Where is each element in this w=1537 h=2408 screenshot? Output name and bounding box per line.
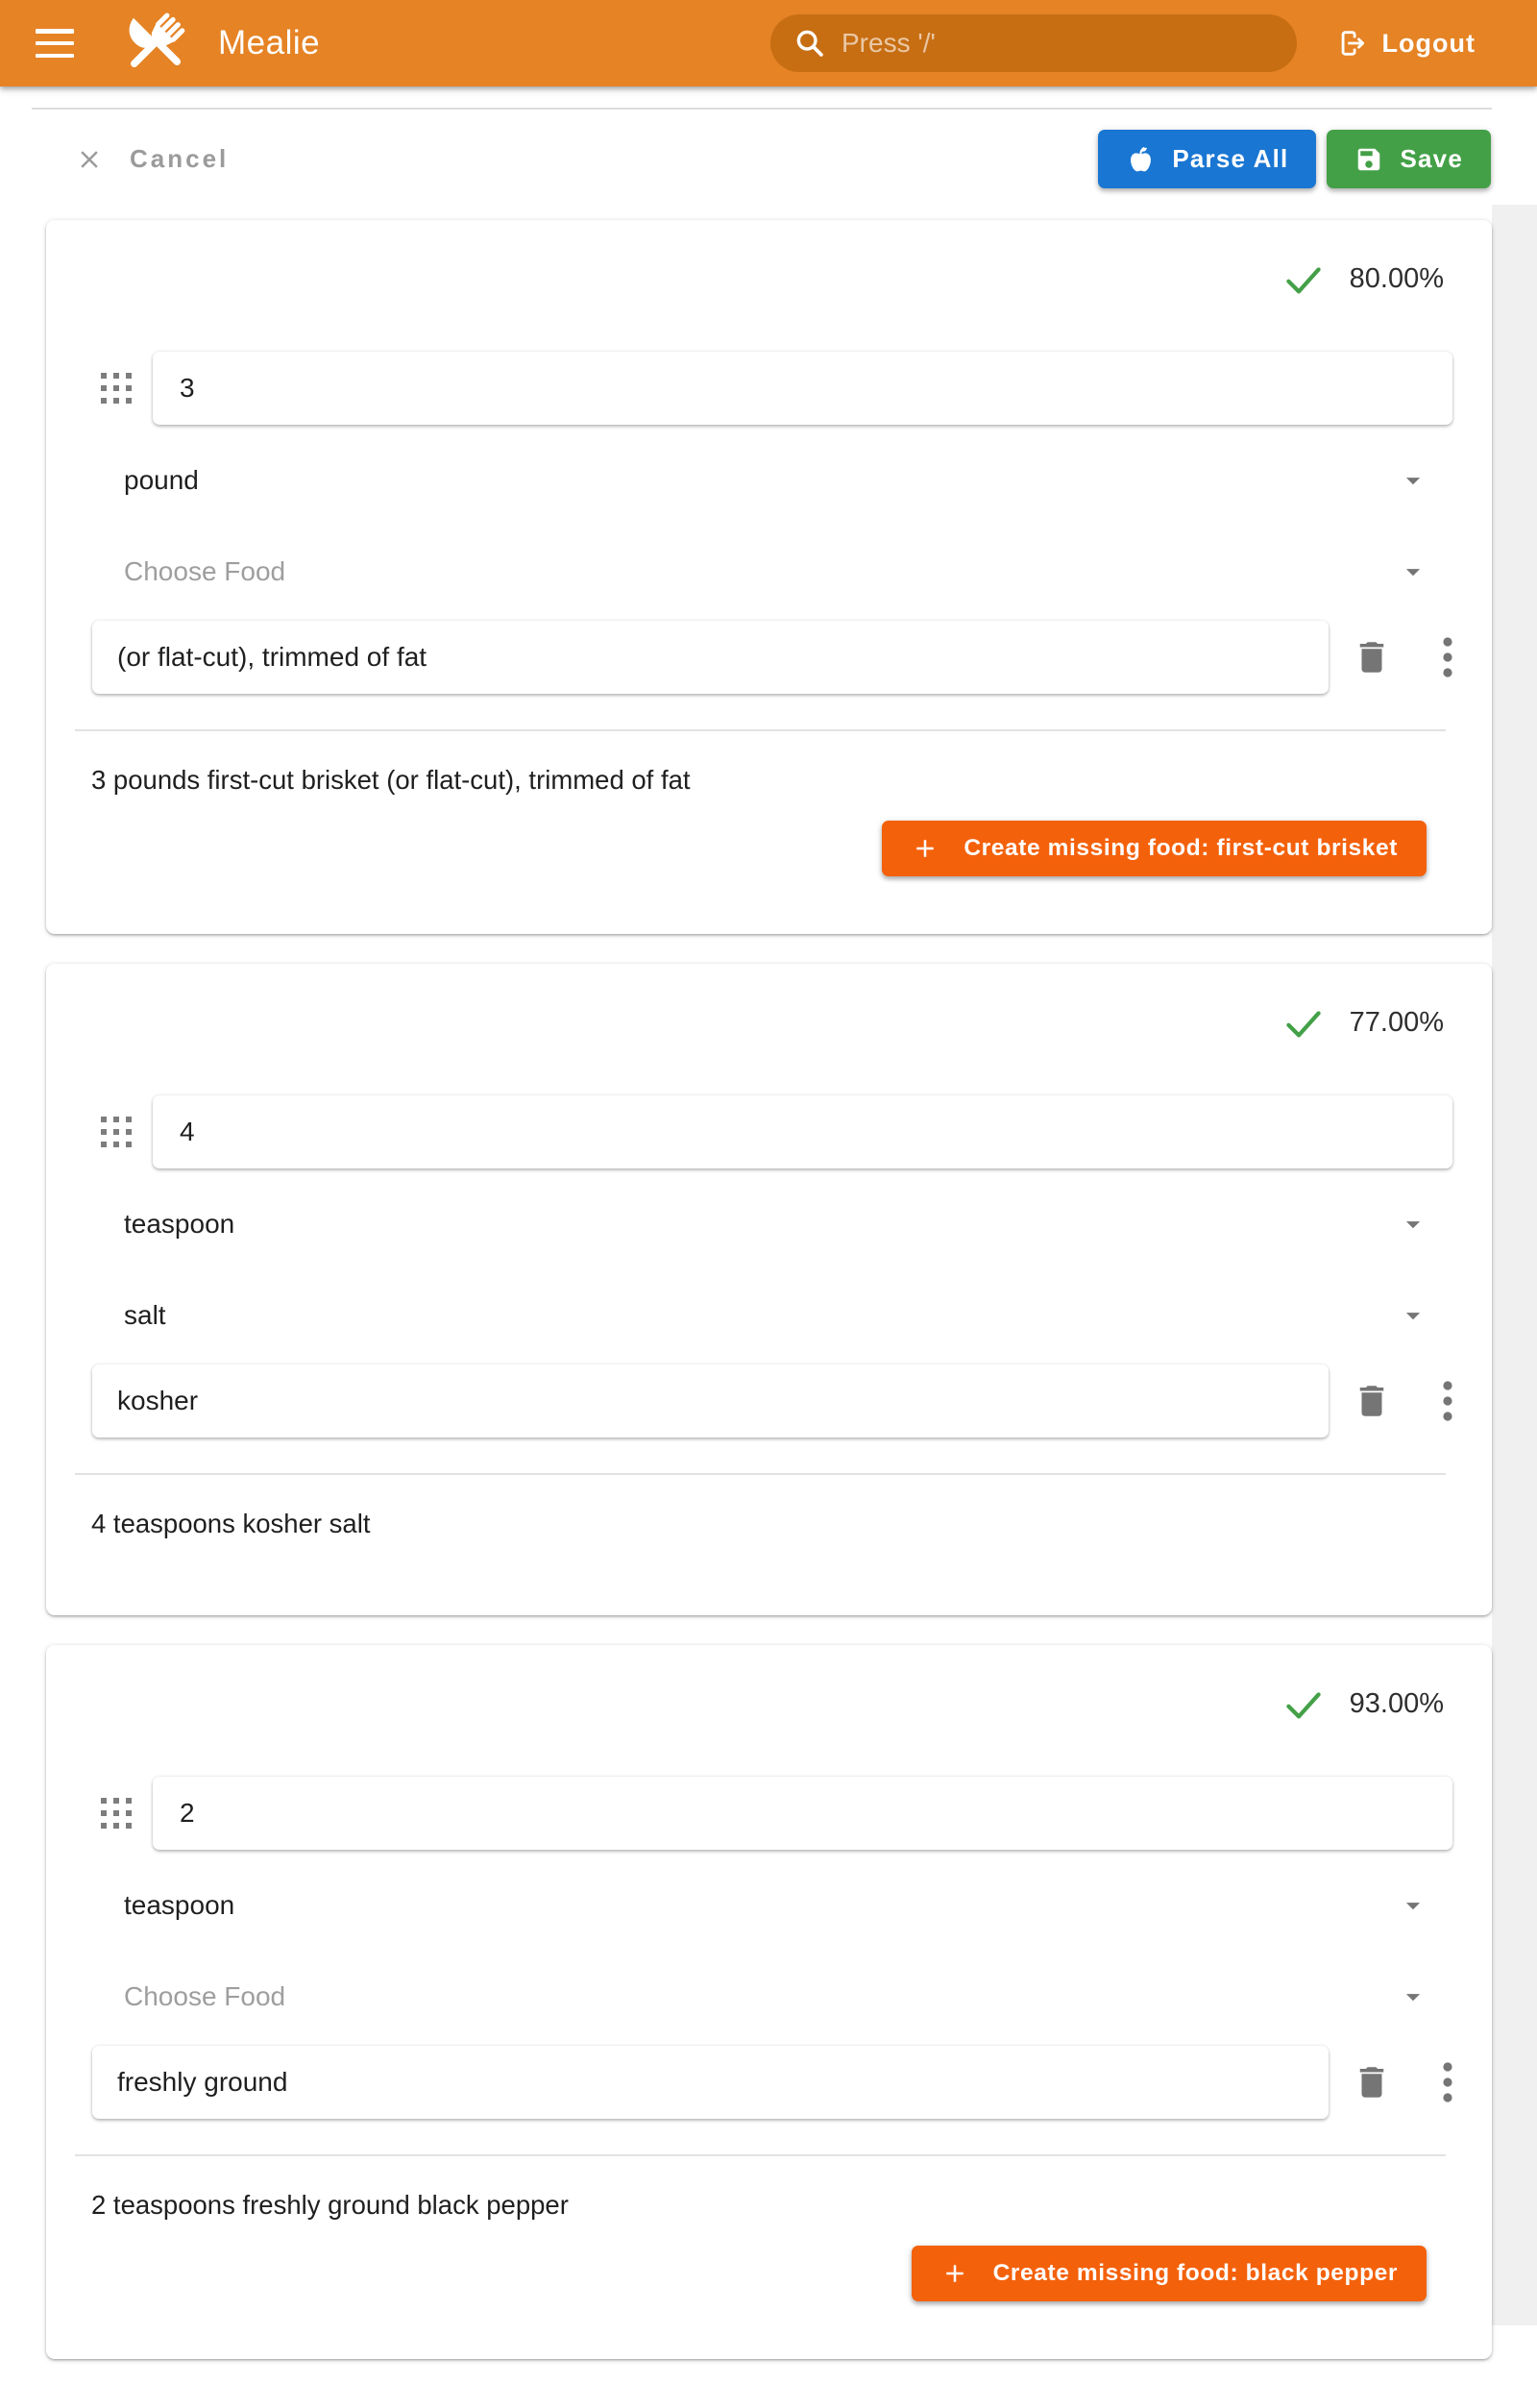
app-title: Mealie	[218, 24, 321, 61]
ingredient-card	[46, 1645, 1492, 2359]
delete-ingredient-button[interactable]	[1344, 2054, 1400, 2110]
create-missing-food-row	[46, 2246, 1492, 2301]
chevron-down-icon	[1397, 555, 1429, 588]
chevron-down-icon	[1397, 1889, 1429, 1922]
quantity-input[interactable]	[153, 1095, 1452, 1168]
parse-all-label: Parse All	[1172, 144, 1289, 173]
chevron-down-icon	[1397, 1299, 1429, 1332]
note-input[interactable]	[92, 1364, 1329, 1437]
create-missing-food-button[interactable]	[882, 821, 1427, 876]
chevron-down-icon	[1397, 1980, 1429, 2013]
logout-button[interactable]	[1336, 0, 1476, 86]
trash-icon	[1352, 637, 1392, 677]
food-select[interactable]	[101, 1278, 1460, 1352]
more-options-button[interactable]	[1425, 1373, 1471, 1429]
delete-ingredient-button[interactable]	[1344, 1373, 1400, 1429]
save-button[interactable]	[1327, 130, 1491, 188]
drag-handle-icon[interactable]	[101, 1117, 132, 1147]
original-ingredient-text: 4 teaspoons kosher salt	[91, 1509, 371, 1538]
confidence-value: 77.00%	[1349, 1006, 1444, 1038]
confidence-value: 93.00%	[1349, 1687, 1444, 1719]
plus-icon	[911, 834, 939, 863]
food-select[interactable]	[101, 534, 1460, 608]
delete-ingredient-button[interactable]	[1344, 629, 1400, 685]
search-icon	[793, 27, 826, 60]
header-sub-strip	[0, 86, 1537, 108]
note-row	[92, 1364, 1492, 1437]
confidence-row	[46, 1000, 1444, 1044]
logout-label: Logout	[1381, 28, 1476, 58]
drag-handle-icon[interactable]	[101, 1798, 132, 1829]
search-placeholder: Press '/'	[842, 28, 936, 58]
note-input[interactable]	[92, 621, 1329, 694]
quantity-row	[46, 352, 1492, 425]
create-missing-food-row	[46, 821, 1492, 876]
cancel-label: Cancel	[130, 144, 230, 173]
ingredient-card	[46, 220, 1492, 934]
ingredient-parser-page	[32, 108, 1492, 2408]
kebab-menu-icon	[1442, 1379, 1453, 1423]
note-input[interactable]	[92, 2046, 1329, 2119]
unit-value: teaspoon	[124, 1889, 235, 1920]
close-icon	[75, 145, 104, 174]
unit-value: pound	[124, 464, 199, 495]
food-value: salt	[124, 1299, 166, 1330]
food-placeholder: Choose Food	[124, 555, 286, 586]
search-input[interactable]	[770, 14, 1297, 72]
note-row	[92, 621, 1492, 694]
more-options-button[interactable]	[1425, 2054, 1471, 2110]
original-ingredient-text: 2 teaspoons freshly ground black pepper	[91, 2190, 569, 2220]
chevron-down-icon	[1397, 464, 1429, 497]
quantity-input[interactable]	[153, 1777, 1452, 1850]
check-icon	[1282, 258, 1325, 300]
save-disk-icon	[1354, 145, 1383, 174]
save-label: Save	[1400, 144, 1463, 173]
confidence-value: 80.00%	[1349, 262, 1444, 294]
trash-icon	[1352, 2062, 1392, 2102]
chevron-down-icon	[1397, 1208, 1429, 1241]
unit-select[interactable]	[101, 1187, 1460, 1261]
ingredient-card	[46, 964, 1492, 1615]
kebab-menu-icon	[1442, 2060, 1453, 2104]
quantity-row	[46, 1777, 1492, 1850]
cancel-button[interactable]	[75, 144, 229, 174]
quantity-input[interactable]	[153, 352, 1452, 425]
kebab-menu-icon	[1442, 635, 1453, 679]
unit-value: teaspoon	[124, 1208, 235, 1239]
unit-select[interactable]	[101, 1868, 1460, 1942]
food-placeholder: Choose Food	[124, 1980, 286, 2011]
unit-select[interactable]	[101, 443, 1460, 517]
card-divider	[75, 1473, 1446, 1475]
note-row	[92, 2046, 1492, 2119]
more-options-button[interactable]	[1425, 629, 1471, 685]
card-divider	[75, 729, 1446, 731]
food-select[interactable]	[101, 1959, 1460, 2033]
confidence-row	[46, 257, 1444, 301]
original-ingredient-text: 3 pounds first-cut brisket (or flat-cut), trimmed of fat	[91, 765, 691, 795]
trash-icon	[1352, 1381, 1392, 1421]
card-divider	[75, 2154, 1446, 2156]
parse-all-button[interactable]	[1098, 130, 1316, 188]
mealie-logo-icon	[114, 6, 195, 81]
right-gutter	[1492, 205, 1537, 2325]
check-icon	[1282, 1001, 1325, 1044]
parser-toolbar	[75, 130, 1491, 188]
logout-icon	[1336, 27, 1369, 60]
create-missing-food-label: Create missing food: first-cut brisket	[964, 835, 1398, 861]
check-icon	[1282, 1683, 1325, 1725]
app-header	[0, 0, 1537, 86]
apple-icon	[1126, 144, 1156, 174]
plus-icon	[940, 2259, 969, 2288]
quantity-row	[46, 1095, 1492, 1168]
create-missing-food-button[interactable]	[912, 2246, 1427, 2301]
confidence-row	[46, 1682, 1444, 1726]
create-missing-food-label: Create missing food: black pepper	[992, 2260, 1398, 2286]
menu-icon[interactable]	[36, 29, 74, 58]
drag-handle-icon[interactable]	[101, 373, 132, 404]
